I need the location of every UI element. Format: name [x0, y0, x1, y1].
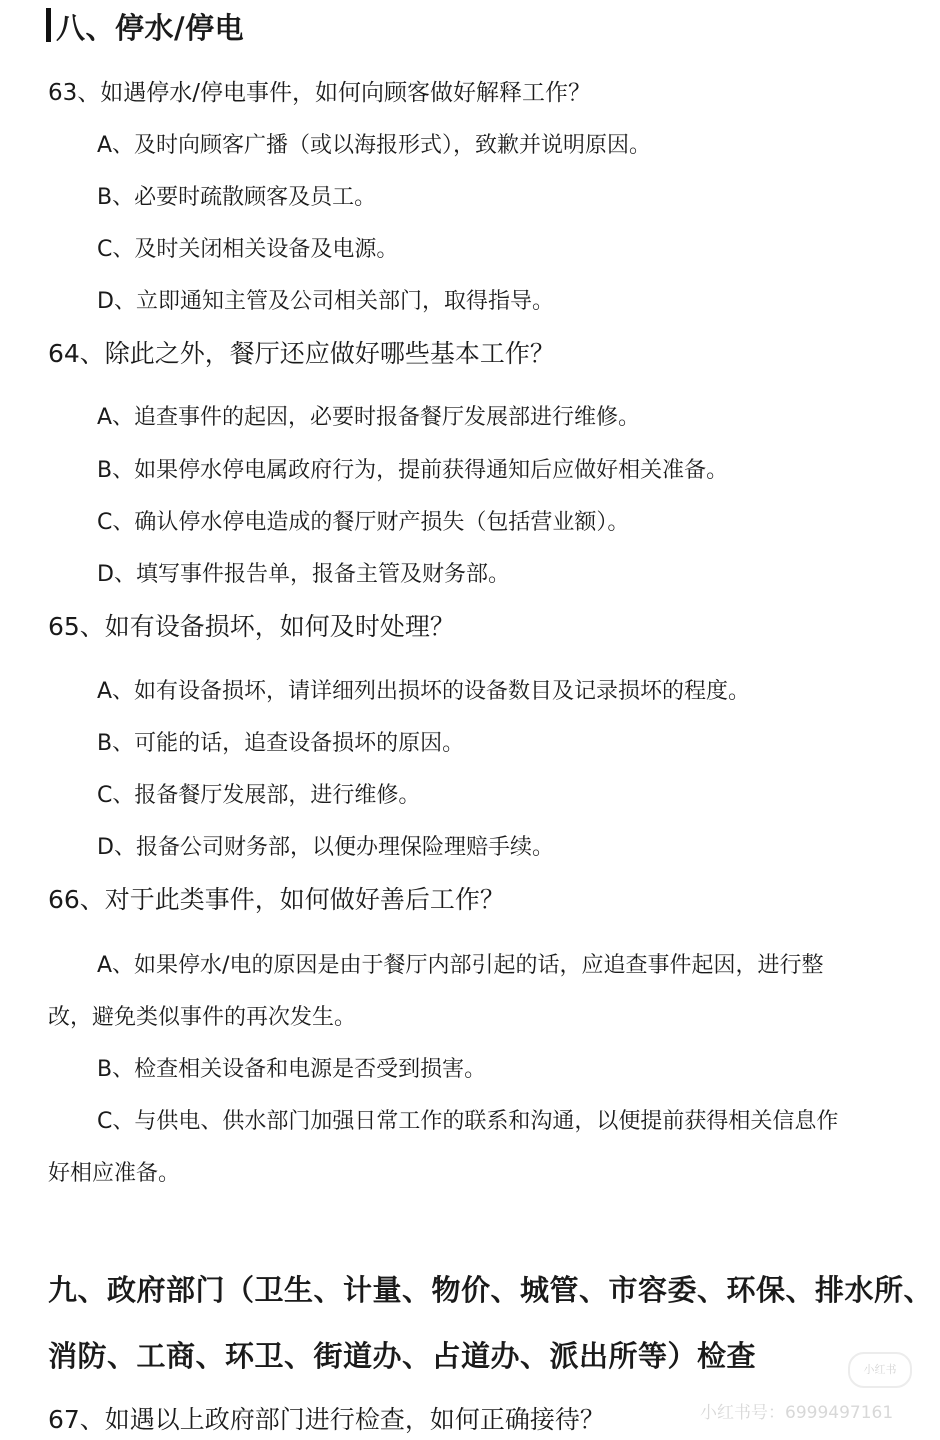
watermark-id: 小红书号：6999497161: [700, 1403, 894, 1423]
section-9-title-line2: 消防、工商、环卫、街道办、占道办、派出所等）检查: [48, 1339, 757, 1373]
question-67: 67、如遇以上政府部门进行检查，如何正确接待？: [48, 1405, 605, 1434]
q64-option-a: A、追查事件的起因，必要时报备餐厅发展部进行维修。: [97, 405, 641, 430]
q65-option-d: D、报备公司财务部，以便办理保险理赔手续。: [97, 835, 554, 860]
q63-option-c: C、及时关闭相关设备及电源。: [97, 237, 399, 262]
question-66: 66、对于此类事件，如何做好善后工作？: [48, 885, 505, 914]
q66-option-a-line2: 改，避免类似事件的再次发生。: [48, 1005, 357, 1030]
q64-option-b: B、如果停水停电属政府行为，提前获得通知后应做好相关准备。: [97, 458, 729, 483]
q63-option-a: A、及时向顾客广播（或以海报形式），致歉并说明原因。: [97, 133, 652, 158]
question-64: 64、除此之外，餐厅还应做好哪些基本工作？: [48, 339, 555, 368]
q65-option-b: B、可能的话，追查设备损坏的原因。: [97, 731, 465, 756]
q66-option-c-line1: C、与供电、供水部门加强日常工作的联系和沟通，以便提前获得相关信息作: [97, 1109, 839, 1134]
q63-option-d: D、立即通知主管及公司相关部门，取得指导。: [97, 289, 554, 314]
q66-option-c-line2: 好相应准备。: [48, 1161, 181, 1186]
text-cursor: [46, 8, 51, 42]
q65-option-c: C、报备餐厅发展部，进行维修。: [97, 783, 421, 808]
section-8-title: 八、停水/停电: [56, 11, 245, 45]
question-65: 65、如有设备损坏，如何及时处理？: [48, 612, 455, 641]
q63-option-b: B、必要时疏散顾客及员工。: [97, 185, 377, 210]
xiaohongshu-logo-watermark: 小红书: [848, 1352, 912, 1388]
q66-option-a-line1: A、如果停水/电的原因是由于餐厅内部引起的话，应追查事件起因，进行整: [97, 953, 824, 978]
q64-option-d: D、填写事件报告单，报备主管及财务部。: [97, 562, 510, 587]
question-63: 63、如遇停水/停电事件，如何向顾客做好解释工作？: [48, 80, 592, 106]
q65-option-a: A、如有设备损坏，请详细列出损坏的设备数目及记录损坏的程度。: [97, 679, 751, 704]
q66-option-b: B、检查相关设备和电源是否受到损害。: [97, 1057, 487, 1082]
section-9-title-line1: 九、政府部门（卫生、计量、物价、城管、市容委、环保、排水所、: [48, 1273, 934, 1307]
q64-option-c: C、确认停水停电造成的餐厅财产损失（包括营业额）。: [97, 510, 630, 535]
